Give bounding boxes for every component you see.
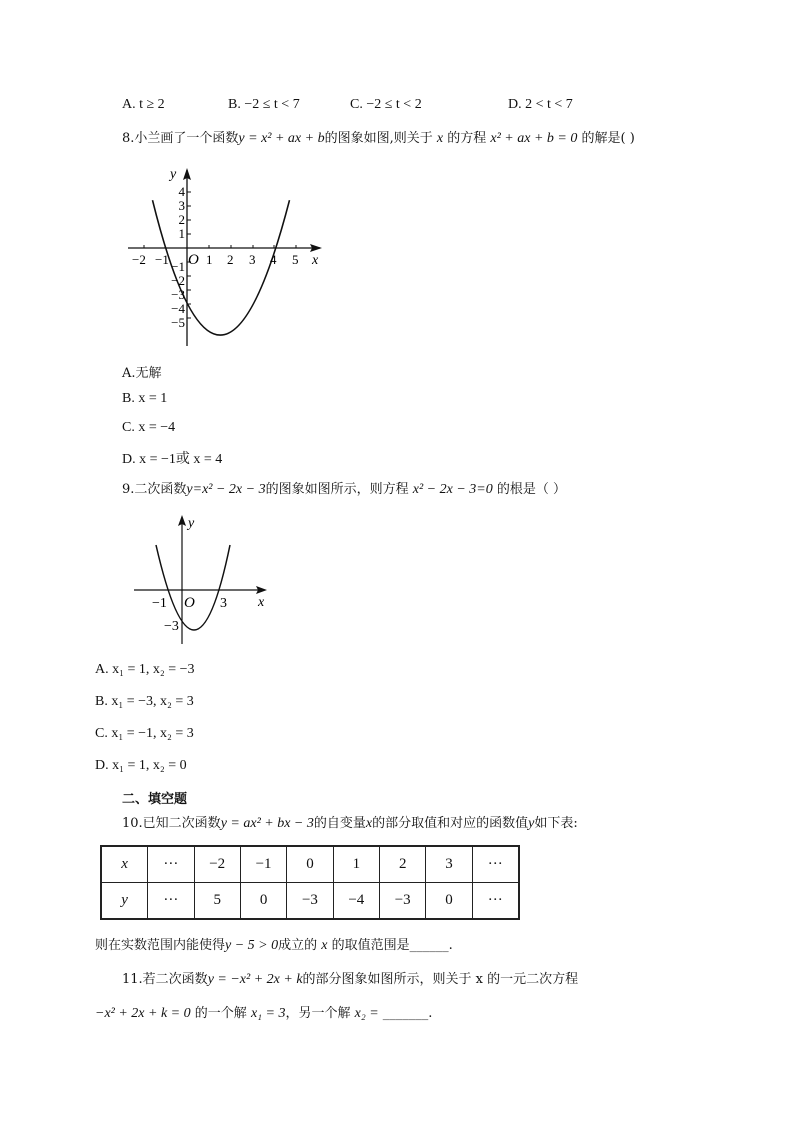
q10-stem-suffix: 如下表: bbox=[534, 816, 578, 831]
q8-option-a: A.无解 bbox=[122, 366, 162, 381]
table-cell: −1 bbox=[240, 846, 286, 883]
q9-stem-prefix: 9.二次函数 bbox=[122, 482, 187, 497]
q9-option-a: A. x₁ = 1, x₂ = −3 bbox=[95, 662, 195, 677]
graph1-ytick-neg2: −2 bbox=[171, 273, 185, 288]
q8-stem-prefix: 8.小兰画了一个函数 bbox=[122, 131, 239, 146]
q11-mid: 的一个解 bbox=[194, 1006, 247, 1021]
table-cell: y bbox=[101, 883, 148, 920]
q8-parabola-graph bbox=[122, 160, 332, 350]
table-cell: 3 bbox=[426, 846, 472, 883]
table-cell: ··· bbox=[148, 846, 194, 883]
table-cell: ··· bbox=[472, 846, 519, 883]
table-cell: 0 bbox=[426, 883, 472, 920]
graph2-x-label: x bbox=[258, 595, 265, 610]
q8-stem-mid: 的图象如图,则关于 bbox=[324, 131, 433, 146]
q11-blank: _______. bbox=[382, 1006, 433, 1021]
graph2-y-label: y bbox=[188, 516, 195, 531]
graph1-xtick-3: 3 bbox=[249, 252, 256, 267]
table-cell: 0 bbox=[287, 846, 333, 883]
q10-stem bbox=[122, 812, 578, 832]
q8-stem-mid2: 的方程 bbox=[447, 131, 487, 146]
graph1-ytick-1: 1 bbox=[178, 226, 185, 241]
q9-parabola-graph bbox=[130, 510, 275, 650]
q7-option-a: A. t ≥ 2 bbox=[122, 97, 165, 112]
table-cell: −4 bbox=[333, 883, 379, 920]
table-cell: x bbox=[101, 846, 148, 883]
graph1-ytick-2: 2 bbox=[178, 212, 185, 227]
graph1-ytick-4: 4 bbox=[178, 184, 185, 199]
graph1-x-label: x bbox=[312, 253, 319, 268]
graph2-label-neg3: −3 bbox=[164, 619, 179, 634]
q8-stem-suffix: 的解是( ) bbox=[581, 131, 635, 146]
q11-equation: −x² + 2x + k = 0 bbox=[95, 1006, 191, 1021]
q11-prefix: 11.若二次函数 bbox=[122, 972, 208, 987]
table-cell: 2 bbox=[380, 846, 426, 883]
graph1-ytick-neg4: −4 bbox=[171, 301, 185, 316]
graph1-xtick-4: 4 bbox=[270, 252, 277, 267]
table-cell: 1 bbox=[333, 846, 379, 883]
q10-values-table bbox=[100, 845, 520, 920]
table-cell: −3 bbox=[287, 883, 333, 920]
q11-line2 bbox=[95, 1002, 432, 1022]
q8-stem bbox=[122, 127, 635, 147]
q8-var: x bbox=[436, 131, 444, 146]
q8-option-c: C. x = −4 bbox=[122, 420, 176, 435]
graph1-ytick-neg1: −1 bbox=[171, 259, 185, 274]
table-cell: −3 bbox=[380, 883, 426, 920]
q9-stem-mid: 的图象如图所示，则方程 bbox=[265, 482, 409, 497]
q10-stem-mid2: 的部分取值和对应的函数值 bbox=[372, 816, 529, 831]
table-cell: ··· bbox=[148, 883, 194, 920]
q11-ask: x₂ = bbox=[354, 1006, 379, 1021]
parabola-curve bbox=[156, 545, 230, 630]
graph1-xtick-2: 2 bbox=[227, 252, 234, 267]
q8-option-d: D. x = −1或 x = 4 bbox=[122, 452, 223, 467]
section-title: 二、填空题 bbox=[122, 792, 188, 807]
q10-follow-suffix: 的取值范围是______. bbox=[331, 938, 453, 953]
graph1-xtick-neg1: −1 bbox=[155, 252, 169, 267]
graph2-label-neg1: −1 bbox=[152, 596, 167, 611]
q9-stem bbox=[122, 478, 566, 498]
graph1-ytick-3: 3 bbox=[178, 198, 185, 213]
q11-mid2: ，另一个解 bbox=[285, 1006, 351, 1021]
q10-follow bbox=[95, 934, 453, 954]
q10-follow-mid: 成立的 bbox=[278, 938, 318, 953]
table-cell: −2 bbox=[194, 846, 240, 883]
table-cell: 0 bbox=[240, 883, 286, 920]
table-row-x bbox=[101, 846, 519, 883]
graph1-xtick-neg2: −2 bbox=[132, 252, 146, 267]
q9-option-c: C. x₁ = −1, x₂ = 3 bbox=[95, 726, 194, 741]
q10-stem-mid: 的自变量 bbox=[313, 816, 366, 831]
q11-function: y = −x² + 2x + k bbox=[207, 972, 303, 987]
q7-option-c: C. −2 ≤ t < 2 bbox=[350, 97, 422, 112]
graph2-origin-label: O bbox=[184, 595, 195, 611]
q11-line1 bbox=[122, 968, 578, 988]
q10-var-x: x bbox=[365, 816, 373, 831]
q9-function: y=x² − 2x − 3 bbox=[186, 482, 266, 497]
table-cell: ··· bbox=[472, 883, 519, 920]
table-row-y bbox=[101, 883, 519, 920]
q9-stem-suffix: 的根是（ ） bbox=[496, 482, 566, 497]
q10-follow-prefix: 则在实数范围内能使得 bbox=[95, 938, 226, 953]
q8-equation: x² + ax + b = 0 bbox=[490, 131, 578, 146]
q11-suffix: 的部分图象如图所示，则关于 x 的一元二次方程 bbox=[302, 972, 579, 987]
graph1-ytick-neg3: −3 bbox=[171, 287, 185, 302]
graph1-ytick-neg5: −5 bbox=[171, 315, 185, 330]
graph1-xtick-1: 1 bbox=[206, 252, 213, 267]
graph1-xtick-5: 5 bbox=[292, 252, 299, 267]
q11-solution: x₁ = 3 bbox=[250, 1006, 286, 1021]
q10-var-y: y bbox=[528, 816, 535, 831]
q7-option-d: D. 2 < t < 7 bbox=[508, 97, 573, 112]
q8-option-b: B. x = 1 bbox=[122, 391, 168, 406]
q9-equation: x² − 2x − 3=0 bbox=[412, 482, 493, 497]
graph1-origin-label: O bbox=[188, 252, 199, 268]
q10-inequality: y − 5 > 0 bbox=[225, 938, 279, 953]
q10-stem-prefix: 10.已知二次函数 bbox=[122, 816, 221, 831]
q9-option-d: D. x₁ = 1, x₂ = 0 bbox=[95, 758, 187, 773]
q9-option-b: B. x₁ = −3, x₂ = 3 bbox=[95, 694, 194, 709]
graph1-y-label: y bbox=[170, 167, 177, 182]
graph2-label-3: 3 bbox=[220, 596, 227, 611]
q10-function: y = ax² + bx − 3 bbox=[220, 816, 314, 831]
table-cell: 5 bbox=[194, 883, 240, 920]
q10-follow-var: x bbox=[321, 938, 328, 953]
q7-option-b: B. −2 ≤ t < 7 bbox=[228, 97, 300, 112]
q8-function: y = x² + ax + b bbox=[238, 131, 325, 146]
